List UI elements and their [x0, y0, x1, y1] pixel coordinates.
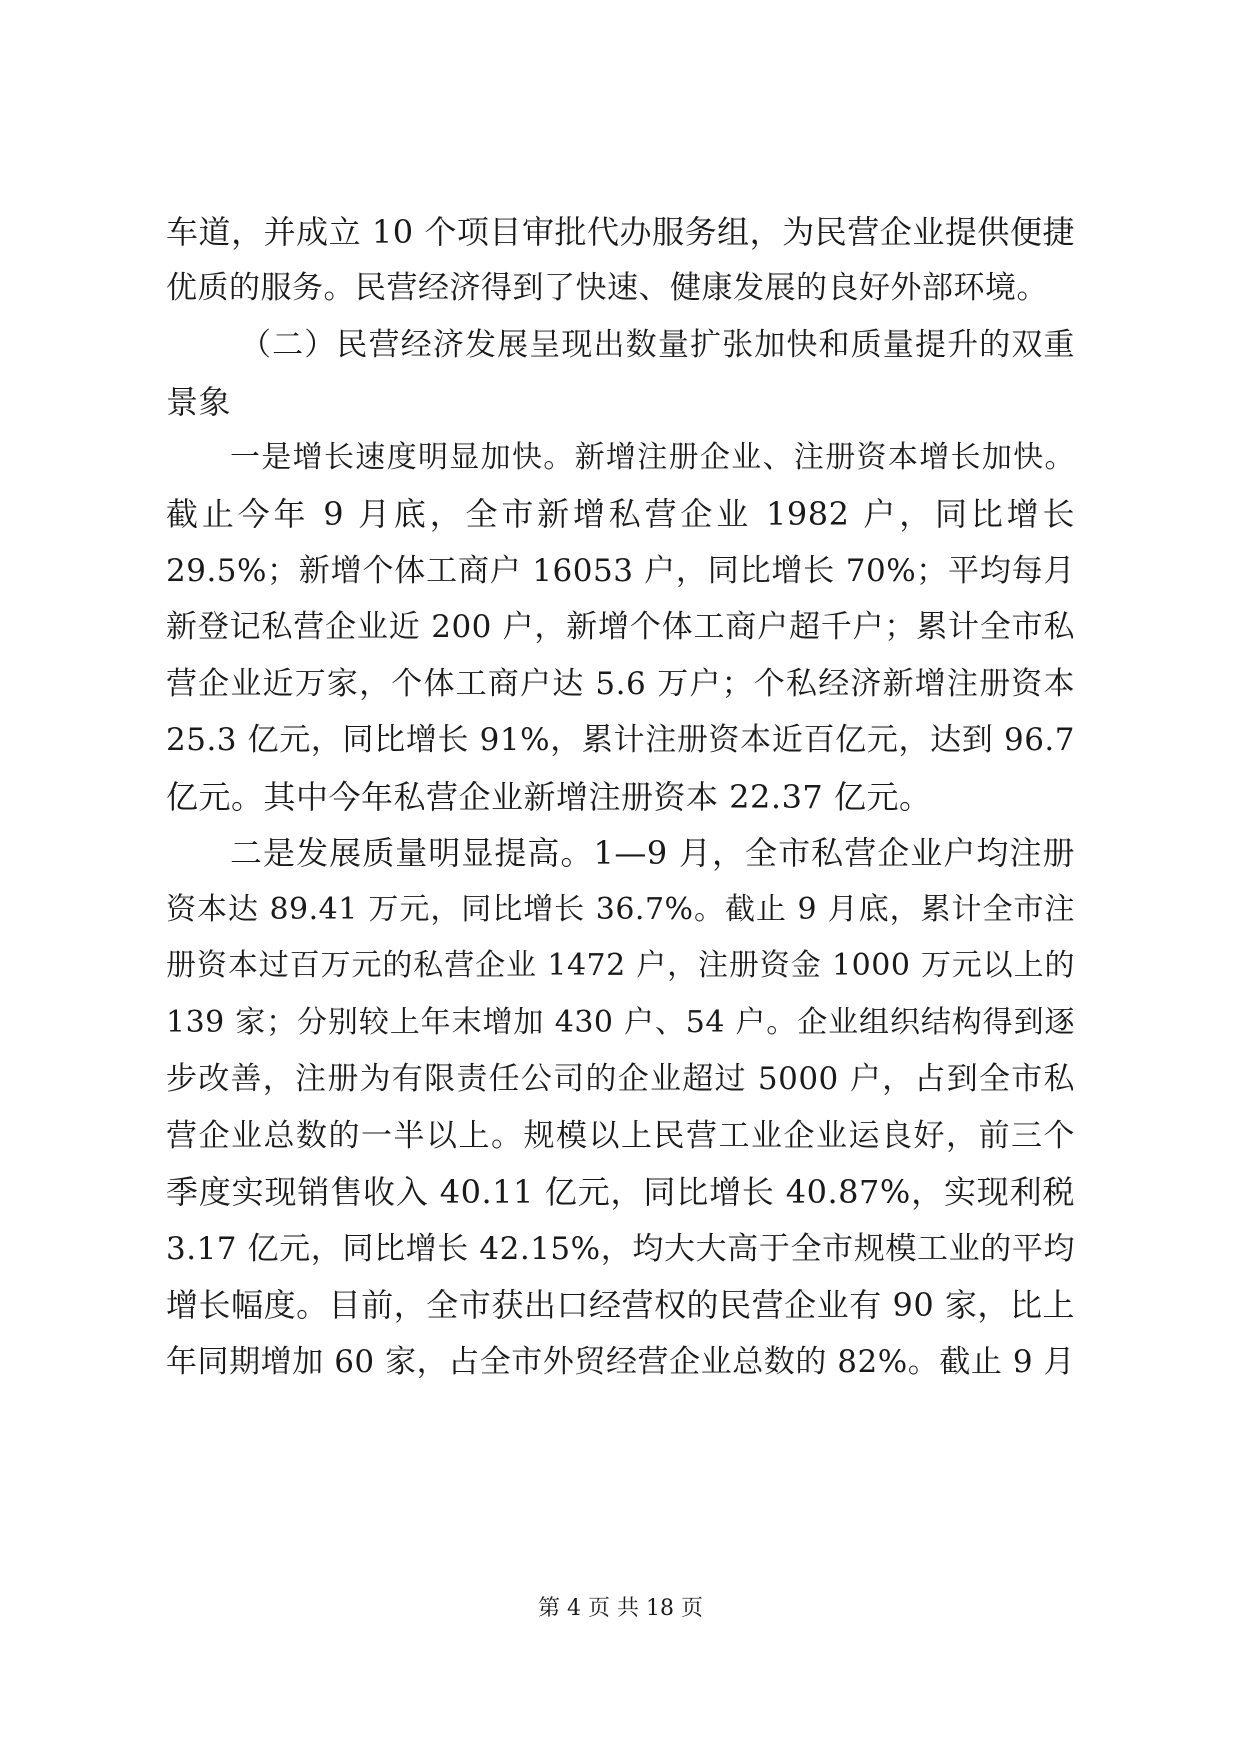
body-text-line: 优质的服务。民营经济得到了快速、健康发展的良好外部环境。	[166, 270, 1048, 306]
body-text-line: 二是发展质量明显提高。1—9 月，全市私营企业户均注册	[230, 834, 1075, 872]
body-text-line: 亿元。其中今年私营企业新增注册资本 22.37 亿元。	[166, 778, 932, 816]
body-text-line: 25.3 亿元，同比增长 91%，累计注册资本近百亿元，达到 96.7	[166, 722, 1075, 758]
body-text-line: 营企业总数的一半以上。规模以上民营工业企业运良好，前三个	[166, 1118, 1075, 1154]
body-text-line: 年同期增加 60 家，占全市外贸经营企业总数的 82%。截止 9 月	[166, 1344, 1075, 1380]
body-text-line: 车道，并成立 10 个项目审批代办服务组，为民营企业提供便捷	[166, 213, 1075, 251]
body-text-line: 季度实现销售收入 40.11 亿元，同比增长 40.87%，实现利税	[166, 1173, 1075, 1211]
body-text-line: 新登记私营企业近 200 户，新增个体工商户超千户；累计全市私	[166, 609, 1075, 645]
body-text-line: 增长幅度。目前，全市获出口经营权的民营企业有 90 家，比上	[166, 1286, 1075, 1324]
page-footer: 第 4 页 共 18 页	[538, 1596, 703, 1621]
body-text-line: 截止今年 9 月底，全市新增私营企业 1982 户，同比增长	[166, 495, 1075, 533]
section-heading-line: （二）民营经济发展呈现出数量扩张加快和质量提升的双重	[240, 327, 1075, 363]
body-text-line: 营企业近万家，个体工商户达 5.6 万户；个私经济新增注册资本	[166, 666, 1075, 702]
body-text-line: 资本达 89.41 万元，同比增长 36.7%。截止 9 月底，累计全市注	[166, 892, 1075, 927]
body-text-line: 册资本过百万元的私营企业 1472 户，注册资金 1000 万元以上的	[166, 948, 1075, 983]
section-heading-line: 景象	[166, 383, 232, 421]
body-text-line: 步改善，注册为有限责任公司的企业超过 5000 户，占到全市私	[166, 1061, 1075, 1097]
body-text-line: 一是增长速度明显加快。新增注册企业、注册资本增长加快。	[230, 440, 1075, 475]
body-text-line: 139 家；分别较上年末增加 430 户、54 户。企业组织结构得到逐	[166, 1005, 1075, 1040]
body-text-line: 3.17 亿元，同比增长 42.15%，均大大高于全市规模工业的平均	[166, 1231, 1075, 1267]
body-text-line: 29.5%；新增个体工商户 16053 户，同比增长 70%；平均每月	[166, 553, 1075, 589]
